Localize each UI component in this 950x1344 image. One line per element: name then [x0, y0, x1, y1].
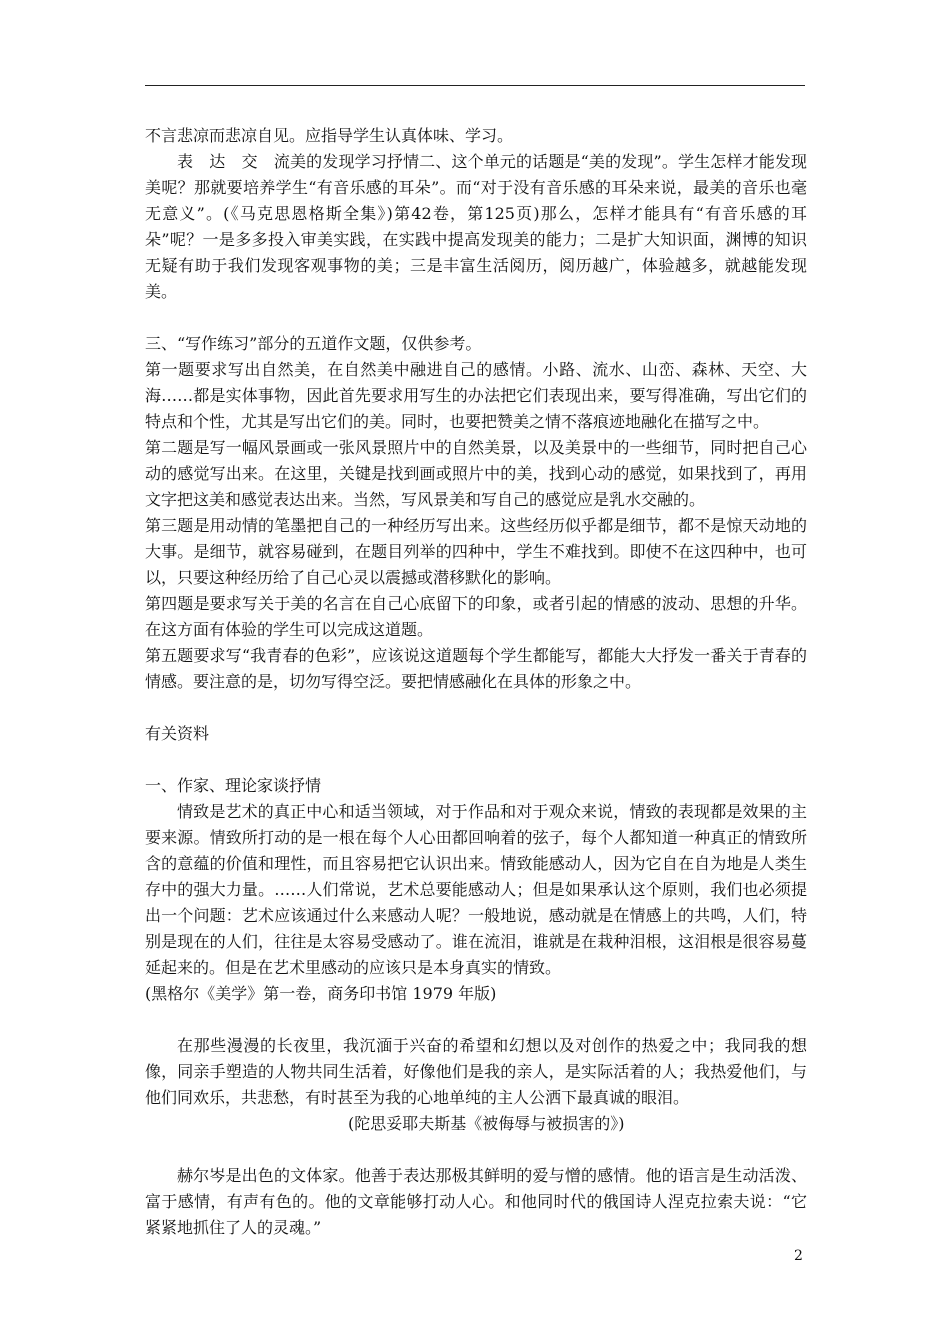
paragraph: 第三题是用动情的笔墨把自己的一种经历写出来。这些经历似乎都是细节，都不是惊天动地的大事。是细节，就容易碰到，在题目列举的四种中，学生不难找到。即使不在这四种中，也可以，只要这种经历给了自己心灵以震撼或潜移默化的影响。: [145, 516, 807, 587]
citation: (陀思妥耶夫斯基《被侮辱与被损害的》): [348, 1114, 625, 1133]
document-body: [145, 123, 807, 1241]
paragraph: 表 达 交 流美的发现学习抒情二、这个单元的话题是“美的发现”。学生怎样才能发现美呢？那就要培养学生“有音乐感的耳朵”。而“对于没有音乐感的耳朵来说，最美的音乐也毫无意义”。(《马克思恩格斯全集》)第42卷，第125页)那么，怎样才能具有“有音乐感的耳朵”呢？一是多多投入审美实践，在实践中提高发现美的能力；二是扩大知识面，渊博的知识无疑有助于我们发现客观事物的美；三是丰富生活阅历，阅历越广，体验越多，就越能发现美。: [145, 152, 807, 301]
section-heading: 有关资料: [145, 724, 210, 743]
quote-paragraph: 在那些漫漫的长夜里，我沉湎于兴奋的希望和幻想以及对创作的热爱之中；我同我的想像，同亲手塑造的人物共同生活着，好像他们是我的亲人，是实际活着的人；我热爱他们，与他们同欢乐，共悲愁，有时甚至为我的心地单纯的主人公洒下最真诚的眼泪。: [145, 1036, 807, 1107]
paragraph: 第四题是要求写关于美的名言在自己心底留下的印象，或者引起的情感的波动、思想的升华。在这方面有体验的学生可以完成这道题。: [145, 594, 807, 639]
paragraph: 第二题是写一幅风景画或一张风景照片中的自然美景，以及美景中的一些细节，同时把自己心动的感觉写出来。在这里，关键是找到画或照片中的美，找到心动的感觉，如果找到了，再用文字把这美和感觉表达出来。当然，写风景美和写自己的感觉应是乳水交融的。: [145, 438, 807, 509]
section-heading: 一、作家、理论家谈抒情: [145, 776, 322, 795]
page-number: 2: [794, 1248, 803, 1264]
header-rule: [145, 85, 805, 86]
paragraph: 第一题要求写出自然美，在自然美中融进自己的感情。小路、流水、山峦、森林、天空、大海……都是实体事物，因此首先要求用写生的办法把它们表现出来，要写得准确，写出它们的特点和个性，尤其是写出它们的美。同时，也要把赞美之情不落痕迹地融化在描写之中。: [145, 360, 807, 431]
section-heading: 三、“写作练习”部分的五道作文题，仅供参考。: [145, 334, 482, 353]
citation: (黑格尔《美学》第一卷，商务印书馆 1979 年版): [145, 984, 497, 1003]
paragraph: 第五题要求写“我青春的色彩”，应该说这道题每个学生都能写，都能大大抒发一番关于青春的情感。要注意的是，切勿写得空泛。要把情感融化在具体的形象之中。: [145, 646, 807, 691]
paragraph: 不言悲凉而悲凉自见。应指导学生认真体味、学习。: [145, 126, 514, 145]
paragraph: 赫尔岑是出色的文体家。他善于表达那极其鲜明的爱与憎的感情。他的语言是生动活泼、富于感情，有声有色的。他的文章能够打动人心。和他同时代的俄国诗人涅克拉索夫说：“它紧紧地抓住了人的灵魂。”: [145, 1166, 807, 1237]
quote-paragraph: 情致是艺术的真正中心和适当领域，对于作品和对于观众来说，情致的表现都是效果的主要来源。情致所打动的是一根在每个人心田都回响着的弦子，每个人都知道一种真正的情致所含的意蕴的价值和理性，而且容易把它认识出来。情致能感动人，因为它自在自为地是人类生存中的强大力量。……人们常说，艺术总要能感动人；但是如果承认这个原则，我们也必须提出一个问题：艺术应该通过什么来感动人呢？一般地说，感动就是在情感上的共鸣，人们，特别是现在的人们，往往是太容易受感动了。谁在流泪，谁就是在栽种泪根，这泪根是很容易蔓延起来的。但是在艺术里感动的应该只是本身真实的情致。: [145, 802, 807, 977]
